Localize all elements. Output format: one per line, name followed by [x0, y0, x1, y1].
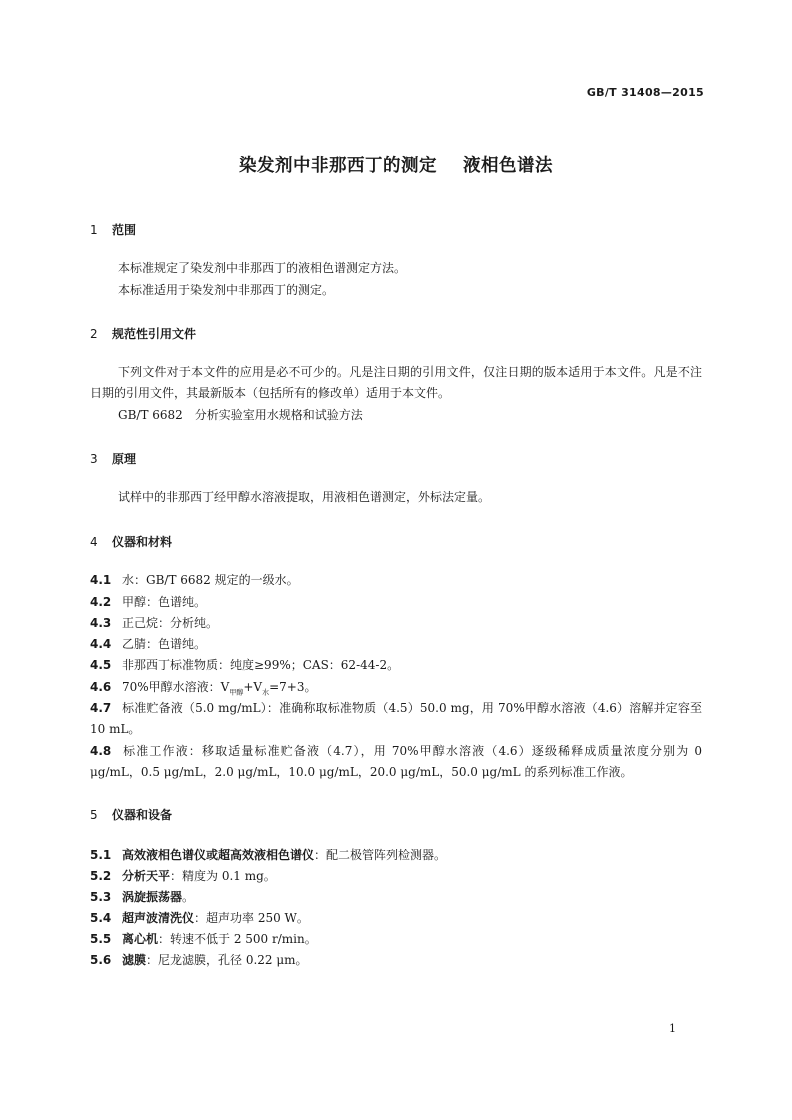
list-item: 5.6 滤膜：尼龙滤膜，孔径 0.22 μm。 [90, 953, 308, 967]
section-title: 规范性引用文件 [112, 327, 197, 341]
normative-reference: GB/T 6682 分析实验室用水规格和试验方法 [118, 408, 363, 422]
section-number: 5 [90, 808, 98, 822]
list-item: 4.8 标准工作液：移取适量标准贮备液（4.7），用 70%甲醇水溶液（4.6）逐级稀释成质量浓度分别为 0 μg/mL，0.5 μg/mL，2.0 μg/mL，10.0 μg/mL，20.0 μg/mL，50.0 μg/mL 的系列标准工作液。 [90, 744, 702, 779]
list-item: 5.1 高效液相色谱仪或超高效液相色谱仪：配二极管阵列检测器。 [90, 848, 447, 862]
section-heading-4 [90, 533, 172, 550]
paragraph: 试样中的非那西丁经甲醇水溶液提取，用液相色谱测定，外标法定量。 [118, 490, 491, 504]
section-title: 范围 [112, 223, 137, 237]
list-item: 5.2 分析天平：精度为 0.1 mg。 [90, 869, 276, 883]
paragraph: 本标准规定了染发剂中非那西丁的液相色谱测定方法。 [118, 261, 407, 275]
document-title [0, 152, 792, 177]
list-item: 5.5 离心机：转速不低于 2 500 r/min。 [90, 932, 317, 946]
section-title: 原理 [112, 452, 137, 466]
list-item: 4.7 标准贮备液（5.0 mg/mL）：准确称取标准物质（4.5）50.0 mg，用 70%甲醇水溶液（4.6）溶解并定容至 10 mL。 [90, 701, 702, 736]
section-heading-2 [90, 325, 196, 342]
list-item: 4.2 甲醇：色谱纯。 [90, 595, 207, 609]
section-number: 4 [90, 535, 98, 549]
list-item: 5.4 超声波清洗仪：超声功率 250 W。 [90, 911, 309, 925]
section-title: 仪器和材料 [112, 535, 173, 549]
standard-number: GB/T 31408—2015 [586, 86, 704, 99]
paragraph: 本标准适用于染发剂中非那西丁的测定。 [118, 283, 335, 297]
section-heading-5 [90, 806, 172, 823]
list-item: 4.5 非那西丁标准物质：纯度≥99%；CAS：62-44-2。 [90, 658, 400, 672]
section-title: 仪器和设备 [112, 808, 173, 822]
paragraph: 下列文件对于本文件的应用是必不可少的。凡是注日期的引用文件，仅注日期的版本适用于本文件。凡是不注日期的引用文件，其最新版本（包括所有的修改单）适用于本文件。 [90, 365, 702, 400]
title-method: 液相色谱法 [463, 156, 553, 176]
list-item: 5.3 涡旋振荡器。 [90, 890, 195, 904]
section-number: 1 [90, 223, 98, 237]
page-number: 1 [669, 1022, 676, 1035]
section-number: 2 [90, 327, 98, 341]
section-heading-1 [90, 221, 136, 238]
list-item: 4.6 70%甲醇水溶液：$V_{甲醇}+V_水=7+3$。 [90, 680, 317, 697]
section-number: 3 [90, 452, 98, 466]
list-item: 4.3 正己烷：分析纯。 [90, 616, 219, 630]
list-item: 4.4 乙腈：色谱纯。 [90, 637, 207, 651]
list-item: 4.1 水：GB/T 6682 规定的一级水。 [90, 573, 299, 587]
section-heading-3 [90, 450, 136, 467]
title-main: 染发剂中非那西丁的测定 [239, 156, 437, 176]
